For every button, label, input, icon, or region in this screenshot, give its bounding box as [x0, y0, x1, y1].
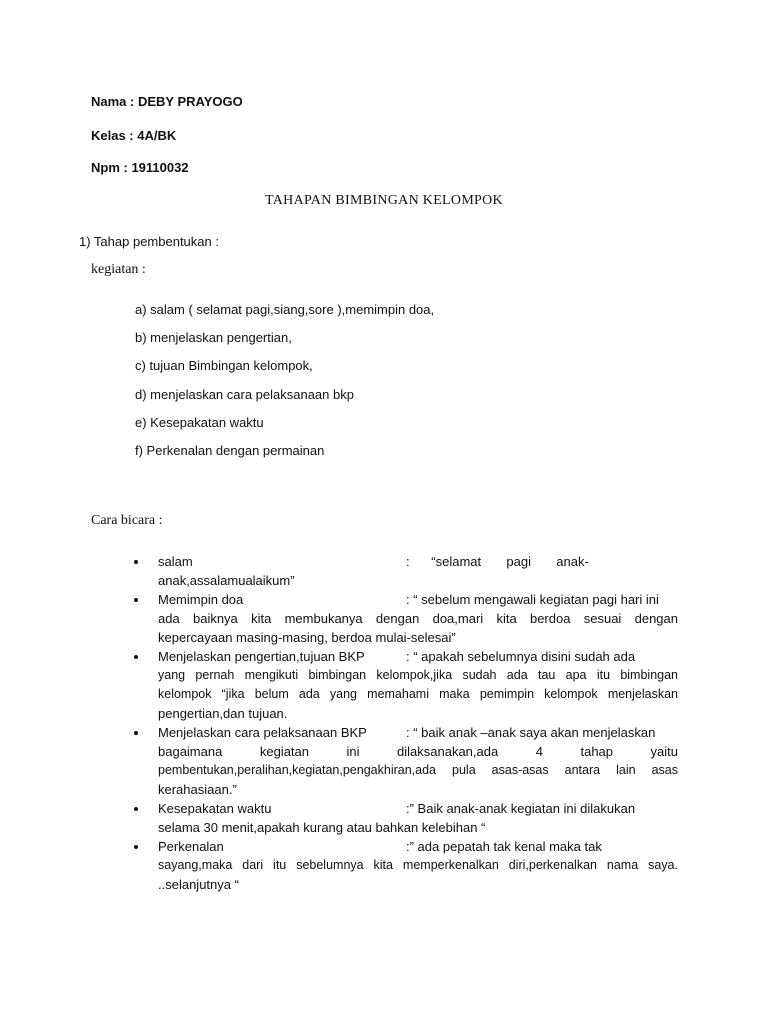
cara-bicara-entry-salam — [158, 552, 678, 590]
entry-line: anak,assalamualaikum” — [158, 573, 295, 588]
cara-bicara-entry-pelaksanaan — [158, 723, 678, 799]
bullet-icon — [134, 598, 138, 602]
bullet-icon — [134, 845, 138, 849]
student-npm: Npm : 19110032 — [91, 160, 189, 175]
bullet-icon — [134, 807, 138, 811]
cara-bicara-entry-pengertian — [158, 647, 678, 723]
cara-bicara-entry-perkenalan — [158, 837, 678, 894]
bullet-icon — [134, 731, 138, 735]
entry-first-line: : “ sebelum mengawali kegiatan pagi hari ini — [406, 592, 659, 607]
bullet-icon — [134, 560, 138, 564]
student-name: Nama : DEBY PRAYOGO — [91, 94, 243, 109]
kegiatan-item-c: c) tujuan Bimbingan kelompok, — [135, 358, 313, 373]
entry-line: pembentukan,peralihan,kegiatan,pengakhiran,ada pula asas-asas antara lain asas — [158, 763, 678, 777]
entry-line: bagaimana kegiatan ini dilaksanakan,ada 4 tahap yaitu — [158, 744, 678, 759]
kegiatan-item-a: a) salam ( selamat pagi,siang,sore ),memimpin doa, — [135, 302, 435, 317]
entry-label: Memimpin doa — [158, 592, 244, 607]
cara-bicara-entry-waktu — [158, 799, 678, 837]
kegiatan-item-b: b) menjelaskan pengertian, — [135, 330, 292, 345]
entry-line: ..selanjutnya “ — [158, 877, 239, 892]
entry-line: selama 30 menit,apakah kurang atau bahkan kelebihan “ — [158, 820, 486, 835]
entry-label: Kesepakatan waktu — [158, 801, 272, 816]
entry-line: sayang,maka dari itu sebelumnya kita memperkenalkan diri,perkenalkan nama saya. — [158, 858, 678, 872]
section-heading-pembentukan: 1) Tahap pembentukan : — [79, 234, 219, 249]
bullet-icon — [134, 655, 138, 659]
kegiatan-item-e: e) Kesepakatan waktu — [135, 415, 264, 430]
cara-bicara-entry-doa — [158, 590, 678, 647]
entry-first-line: :” ada pepatah tak kenal maka tak — [406, 839, 602, 854]
entry-line: pengertian,dan tujuan. — [158, 706, 288, 721]
entry-first-line: : “ baik anak –anak saya akan menjelaskan — [406, 725, 656, 740]
entry-line: kelompok “jika belum ada yang memahami maka pemimpin kelompok menjelaskan — [158, 687, 678, 701]
cara-bicara-label: Cara bicara : — [91, 513, 163, 528]
entry-first-line: :” Baik anak-anak kegiatan ini dilakukan — [406, 801, 636, 816]
entry-line: kerahasiaan.” — [158, 782, 237, 797]
entry-line: kepercayaan masing-masing, berdoa mulai-selesai” — [158, 630, 456, 645]
entry-first-line: : “ apakah sebelumnya disini sudah ada — [406, 649, 636, 664]
entry-label: Menjelaskan pengertian,tujuan BKP — [158, 649, 365, 664]
entry-line: ada baiknya kita membukanya dengan doa,mari kita berdoa sesuai dengan — [158, 611, 678, 626]
kegiatan-item-d: d) menjelaskan cara pelaksanaan bkp — [135, 387, 354, 402]
entry-label: Perkenalan — [158, 839, 224, 854]
kegiatan-item-f: f) Perkenalan dengan permainan — [135, 443, 325, 458]
kegiatan-label: kegiatan : — [91, 262, 146, 277]
student-class: Kelas : 4A/BK — [91, 128, 177, 143]
entry-label: salam — [158, 554, 193, 569]
entry-label: Menjelaskan cara pelaksanaan BKP — [158, 725, 367, 740]
document-title: TAHAPAN BIMBINGAN KELOMPOK — [265, 193, 503, 208]
entry-line: yang pernah mengikuti bimbingan kelompok,jika sudah ada tau apa itu bimbingan — [158, 668, 678, 682]
entry-first-line: : “selamat pagi anak- — [406, 554, 589, 569]
